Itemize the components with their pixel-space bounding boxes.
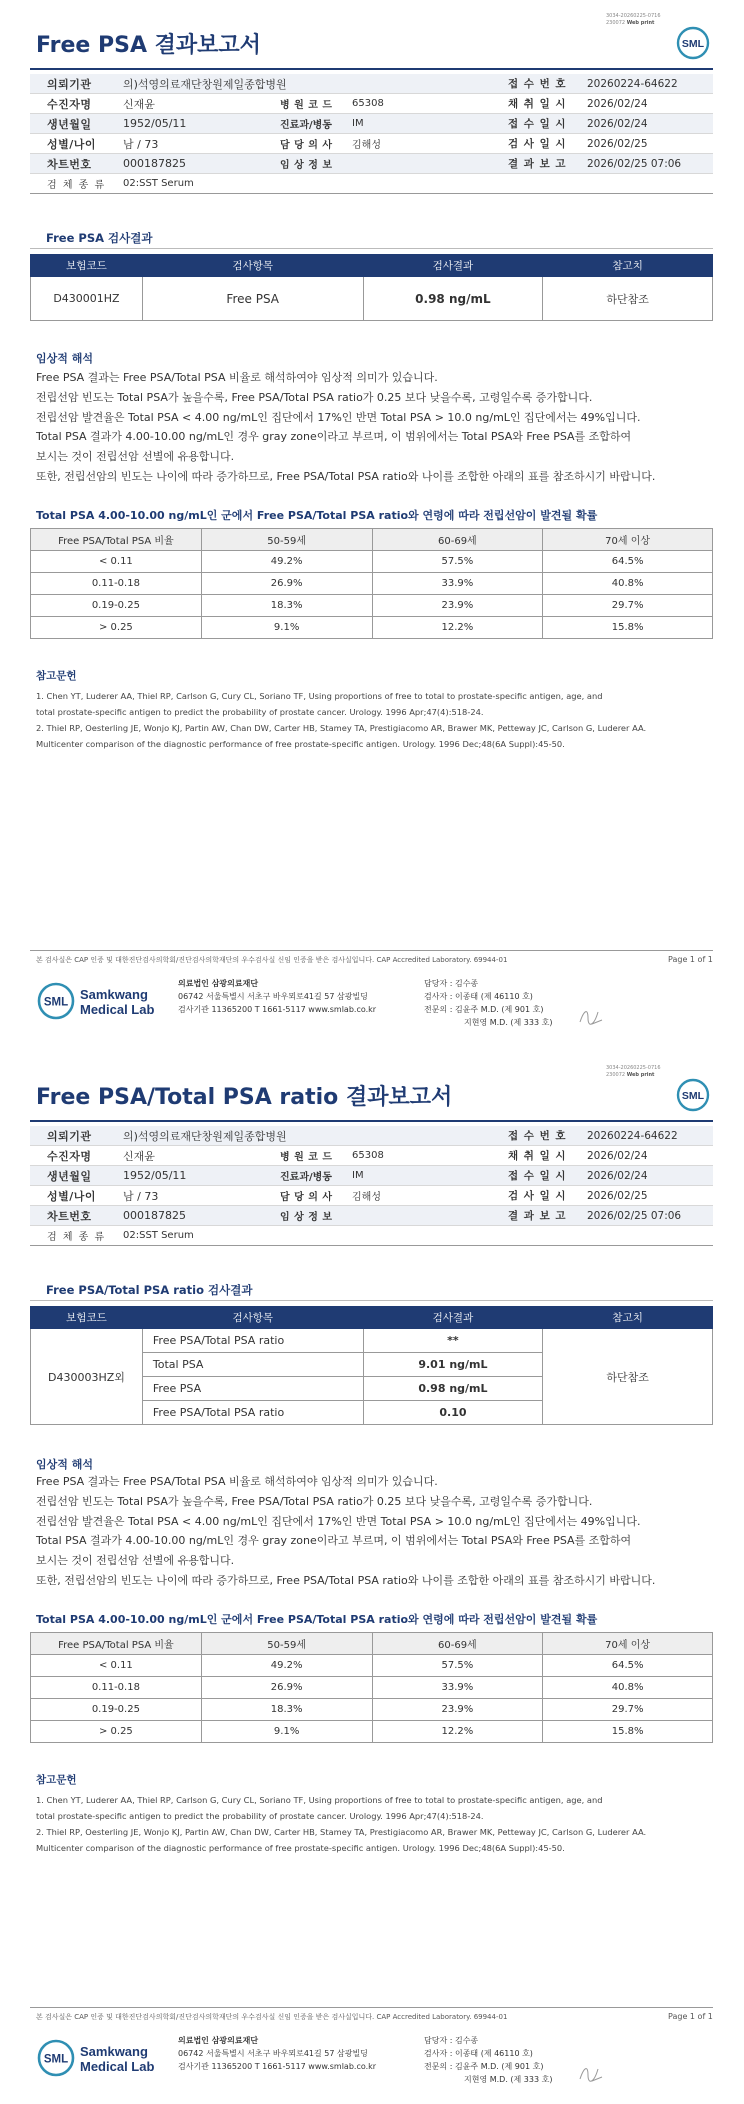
svg-text:SML: SML bbox=[43, 2053, 69, 2066]
references-text: 1. Chen YT, Luderer AA, Thiel RP, Carlson G, Cury CL, Soriano TF, Using proportions of free to total to prostate-specific antigen, age, and total prostate-specific antigen to predict the probability of prostate cancer. Urology. 1996 Apr;47(4):518-24. 2. Thiel RP, Oesterling JE, Wonjo KJ, Partin AW, Chan DW, Carter HB, Stamey TA, Prestigiacomo AR, Brawer MK, Petteway JC, Carlson G, Luderer AA. Multicenter comparison of the diagnostic performance of free prostate-specific antigen. Urology. 1996 Dec;48(6A Suppl):45-50. bbox=[36, 691, 647, 749]
title-divider bbox=[30, 1120, 713, 1122]
table-row: > 0.25 9.1% 12.2% 15.8% bbox=[31, 617, 713, 639]
info-row: 검 체 종 류 02:SST Serum bbox=[30, 1226, 713, 1246]
print-reference: 3034-20260225-0716 230072 Web print bbox=[606, 1065, 661, 1078]
signature-icon bbox=[576, 1002, 606, 1032]
info-row: 성별/나이 남 / 73 담 당 의 사 김해성 검 사 일 시 2026/02/25 bbox=[30, 1186, 713, 1206]
references-title: 참고문헌 bbox=[36, 670, 77, 682]
print-reference: 3034-20260225-0716 230072 Web print bbox=[606, 13, 661, 26]
lab-staff: 담당자 : 김수종 검사자 : 이종태 (제 46110 호) 전문의 : 김윤주 M.D. (제 901 호) 지현영 M.D. (제 333 호) bbox=[424, 2036, 553, 2084]
samkwang-logo-icon bbox=[36, 2035, 166, 2081]
samkwang-logo-icon bbox=[36, 978, 166, 1024]
result-table: 보험코드 검사항목 검사결과 참고치 D430003HZ외 Free PSA/Total PSA ratio ** 하단참조 Total PSA 9.01 ng/mL Free PSA 0.98 ng/mL Free PSA/Total PSA ratio 0.10 bbox=[30, 1306, 713, 1425]
svg-text:Medical Lab: Medical Lab bbox=[80, 1002, 155, 1017]
probability-table: Free PSA/Total PSA 비율 50-59세 60-69세 70세 이상 < 0.11 49.2% 57.5% 64.5% 0.11-0.18 26.9% 33.9% 40.8% 0.19-0.25 18.3% 23.9% 29.7% > 0.25 9.1% 12.2% 15.8% bbox=[30, 528, 713, 639]
svg-text:Medical Lab: Medical Lab bbox=[80, 2059, 155, 2074]
table-row: 0.11-0.18 26.9% 33.9% 40.8% bbox=[31, 1677, 713, 1699]
info-row: 차트번호 000187825 임 상 정 보 결 과 보 고 2026/02/25 07:06 bbox=[30, 1206, 713, 1226]
footer-divider bbox=[30, 950, 713, 951]
references-text: 1. Chen YT, Luderer AA, Thiel RP, Carlson G, Cury CL, Soriano TF, Using proportions of free to total to prostate-specific antigen, age, and total prostate-specific antigen to predict the probability of prostate cancer. Urology. 1996 Apr;47(4):518-24. 2. Thiel RP, Oesterling JE, Wonjo KJ, Partin AW, Chan DW, Carter HB, Stamey TA, Prestigiacomo AR, Brawer MK, Petteway JC, Carlson G, Luderer AA. Multicenter comparison of the diagnostic performance of free prostate-specific antigen. Urology. 1996 Dec;48(6A Suppl):45-50. bbox=[36, 1795, 647, 1853]
lab-address: 의료법인 삼광의료재단 06742 서울특별시 서초구 바우뫼로41길 57 삼광빌딩 검사기관 11365200 T 1661-5117 www.smlab.co.kr bbox=[178, 2036, 377, 2071]
table-row: Free PSA/Total PSA ratio 0.10 bbox=[31, 1401, 713, 1425]
table-row: 0.19-0.25 18.3% 23.9% 29.7% bbox=[31, 1699, 713, 1721]
info-row: 생년월일 1952/05/11 진료과/병동 IM 접 수 일 시 2026/02/24 bbox=[30, 114, 713, 134]
page-number: Page 1 of 1 bbox=[668, 2012, 713, 2021]
info-row: 의뢰기관 의)석영의료재단창원제일종합병원 접 수 번 호 20260224-64622 bbox=[30, 74, 713, 94]
interpretation-text: Free PSA 결과는 Free PSA/Total PSA 비율로 해석하여야 임상적 의미가 있습니다. 전립선암 빈도는 Total PSA가 높을수록, Free PSA/Total PSA ratio가 0.25 보다 낮을수록, 고령일수록 증가합니다. 전립선암 발견율은 Total PSA < 4.00 ng/mL인 집단에서 17%인 반면 Total PSA > 10.0 ng/mL인 집단에서는 49%입니다. Total PSA 결과가 4.00-10.00 ng/mL인 경우 gray zone이라고 부르며, 이 범위에서는 Total PSA와 Free PSA를 조합하여 보시는 것이 전립선암 선별에 유용합니다. 또한, 전립선암의 빈도는 나이에 따라 증가하므로, Free PSA/Total PSA ratio와 나이를 조합한 아래의 표를 참조하시기 바랍니다. bbox=[36, 1475, 656, 1587]
probability-title: Total PSA 4.00-10.00 ng/mL인 군에서 Free PSA/Total PSA ratio와 연령에 따라 전립선암이 발견될 확률 bbox=[36, 1613, 598, 1626]
section-title: Free PSA 검사결과 bbox=[46, 231, 153, 245]
table-row: Free PSA 0.98 ng/mL bbox=[31, 1377, 713, 1401]
info-row: 수진자명 신재윤 병 원 코 드 65308 채 취 일 시 2026/02/24 bbox=[30, 1146, 713, 1166]
lab-staff: 담당자 : 김수종 검사자 : 이종태 (제 46110 호) 전문의 : 김윤주 M.D. (제 901 호) 지현영 M.D. (제 333 호) bbox=[424, 979, 553, 1027]
info-row: 검 체 종 류 02:SST Serum bbox=[30, 174, 713, 194]
probability-table: Free PSA/Total PSA 비율 50-59세 60-69세 70세 이상 < 0.11 49.2% 57.5% 64.5% 0.11-0.18 26.9% 33.9% 40.8% 0.19-0.25 18.3% 23.9% 29.7% > 0.25 9.1% 12.2% 15.8% bbox=[30, 1632, 713, 1743]
signature-icon bbox=[576, 2059, 606, 2089]
interpretation-text: Free PSA 결과는 Free PSA/Total PSA 비율로 해석하여야 임상적 의미가 있습니다. 전립선암 빈도는 Total PSA가 높을수록, Free PSA/Total PSA ratio가 0.25 보다 낮을수록, 고령일수록 증가합니다. 전립선암 발견율은 Total PSA < 4.00 ng/mL인 집단에서 17%인 반면 Total PSA > 10.0 ng/mL인 집단에서는 49%입니다. Total PSA 결과가 4.00-10.00 ng/mL인 경우 gray zone이라고 부르며, 이 범위에서는 Total PSA와 Free PSA를 조합하여 보시는 것이 전립선암 선별에 유용합니다. 또한, 전립선암의 빈도는 나이에 따라 증가하므로, Free PSA/Total PSA ratio와 나이를 조합한 아래의 표를 참조하시기 바랍니다. bbox=[36, 371, 656, 483]
info-row: 의뢰기관 의)석영의료재단창원제일종합병원 접 수 번 호 20260224-64622 bbox=[30, 1126, 713, 1146]
footer-divider bbox=[30, 2007, 713, 2008]
page-title: Free PSA/Total PSA ratio 결과보고서 bbox=[36, 1085, 453, 1110]
table-row: 0.11-0.18 26.9% 33.9% 40.8% bbox=[31, 573, 713, 595]
svg-text:SML: SML bbox=[681, 1090, 705, 1102]
references-title: 참고문헌 bbox=[36, 1774, 77, 1786]
table-row: D430003HZ외 Free PSA/Total PSA ratio ** 하단참조 bbox=[31, 1329, 713, 1353]
probability-title: Total PSA 4.00-10.00 ng/mL인 군에서 Free PSA/Total PSA ratio와 연령에 따라 전립선암이 발견될 확률 bbox=[36, 509, 598, 522]
svg-text:Samkwang: Samkwang bbox=[80, 2044, 148, 2059]
sml-logo-icon bbox=[676, 26, 710, 60]
page-title: Free PSA 결과보고서 bbox=[36, 33, 261, 58]
table-row: Total PSA 9.01 ng/mL bbox=[31, 1353, 713, 1377]
table-row: > 0.25 9.1% 12.2% 15.8% bbox=[31, 1721, 713, 1743]
info-row: 생년월일 1952/05/11 진료과/병동 IM 접 수 일 시 2026/02/24 bbox=[30, 1166, 713, 1186]
patient-info-table bbox=[30, 74, 713, 194]
section-divider bbox=[30, 248, 713, 249]
svg-text:Samkwang: Samkwang bbox=[80, 987, 148, 1002]
footer-note: 본 검사실은 CAP 인증 및 대한진단검사의학회/진단검사의학재단의 우수검사실 신임 인증을 받은 검사실입니다. CAP Accredited Laboratory. 69944-01 bbox=[36, 956, 508, 964]
table-row: 0.19-0.25 18.3% 23.9% 29.7% bbox=[31, 595, 713, 617]
result-table: 보험코드 검사항목 검사결과 참고치 D430001HZ Free PSA 0.98 ng/mL 하단참조 bbox=[30, 254, 713, 321]
interpretation-title: 임상적 해석 bbox=[36, 352, 93, 365]
table-row: < 0.11 49.2% 57.5% 64.5% bbox=[31, 551, 713, 573]
interpretation-title: 임상적 해석 bbox=[36, 1458, 93, 1471]
table-row: < 0.11 49.2% 57.5% 64.5% bbox=[31, 1655, 713, 1677]
info-row: 성별/나이 남 / 73 담 당 의 사 김해성 검 사 일 시 2026/02/25 bbox=[30, 134, 713, 154]
logo-text: SML bbox=[681, 38, 705, 50]
svg-text:SML: SML bbox=[43, 996, 69, 1009]
lab-address: 의료법인 삼광의료재단 06742 서울특별시 서초구 바우뫼로41길 57 삼광빌딩 검사기관 11365200 T 1661-5117 www.smlab.co.kr bbox=[178, 979, 377, 1014]
table-row: D430001HZ Free PSA 0.98 ng/mL 하단참조 bbox=[31, 277, 713, 321]
report-page-psa-ratio bbox=[0, 1052, 744, 2104]
section-divider bbox=[30, 1300, 713, 1301]
info-row: 수진자명 신재윤 병 원 코 드 65308 채 취 일 시 2026/02/24 bbox=[30, 94, 713, 114]
page-number: Page 1 of 1 bbox=[668, 955, 713, 964]
title-divider bbox=[30, 68, 713, 70]
footer-note: 본 검사실은 CAP 인증 및 대한진단검사의학회/진단검사의학재단의 우수검사실 신임 인증을 받은 검사실입니다. CAP Accredited Laboratory. 69944-01 bbox=[36, 2013, 508, 2021]
section-title: Free PSA/Total PSA ratio 검사결과 bbox=[46, 1283, 253, 1297]
patient-info-table bbox=[30, 1126, 713, 1246]
sml-logo-icon bbox=[676, 1078, 710, 1112]
info-row: 차트번호 000187825 임 상 정 보 결 과 보 고 2026/02/25 07:06 bbox=[30, 154, 713, 174]
